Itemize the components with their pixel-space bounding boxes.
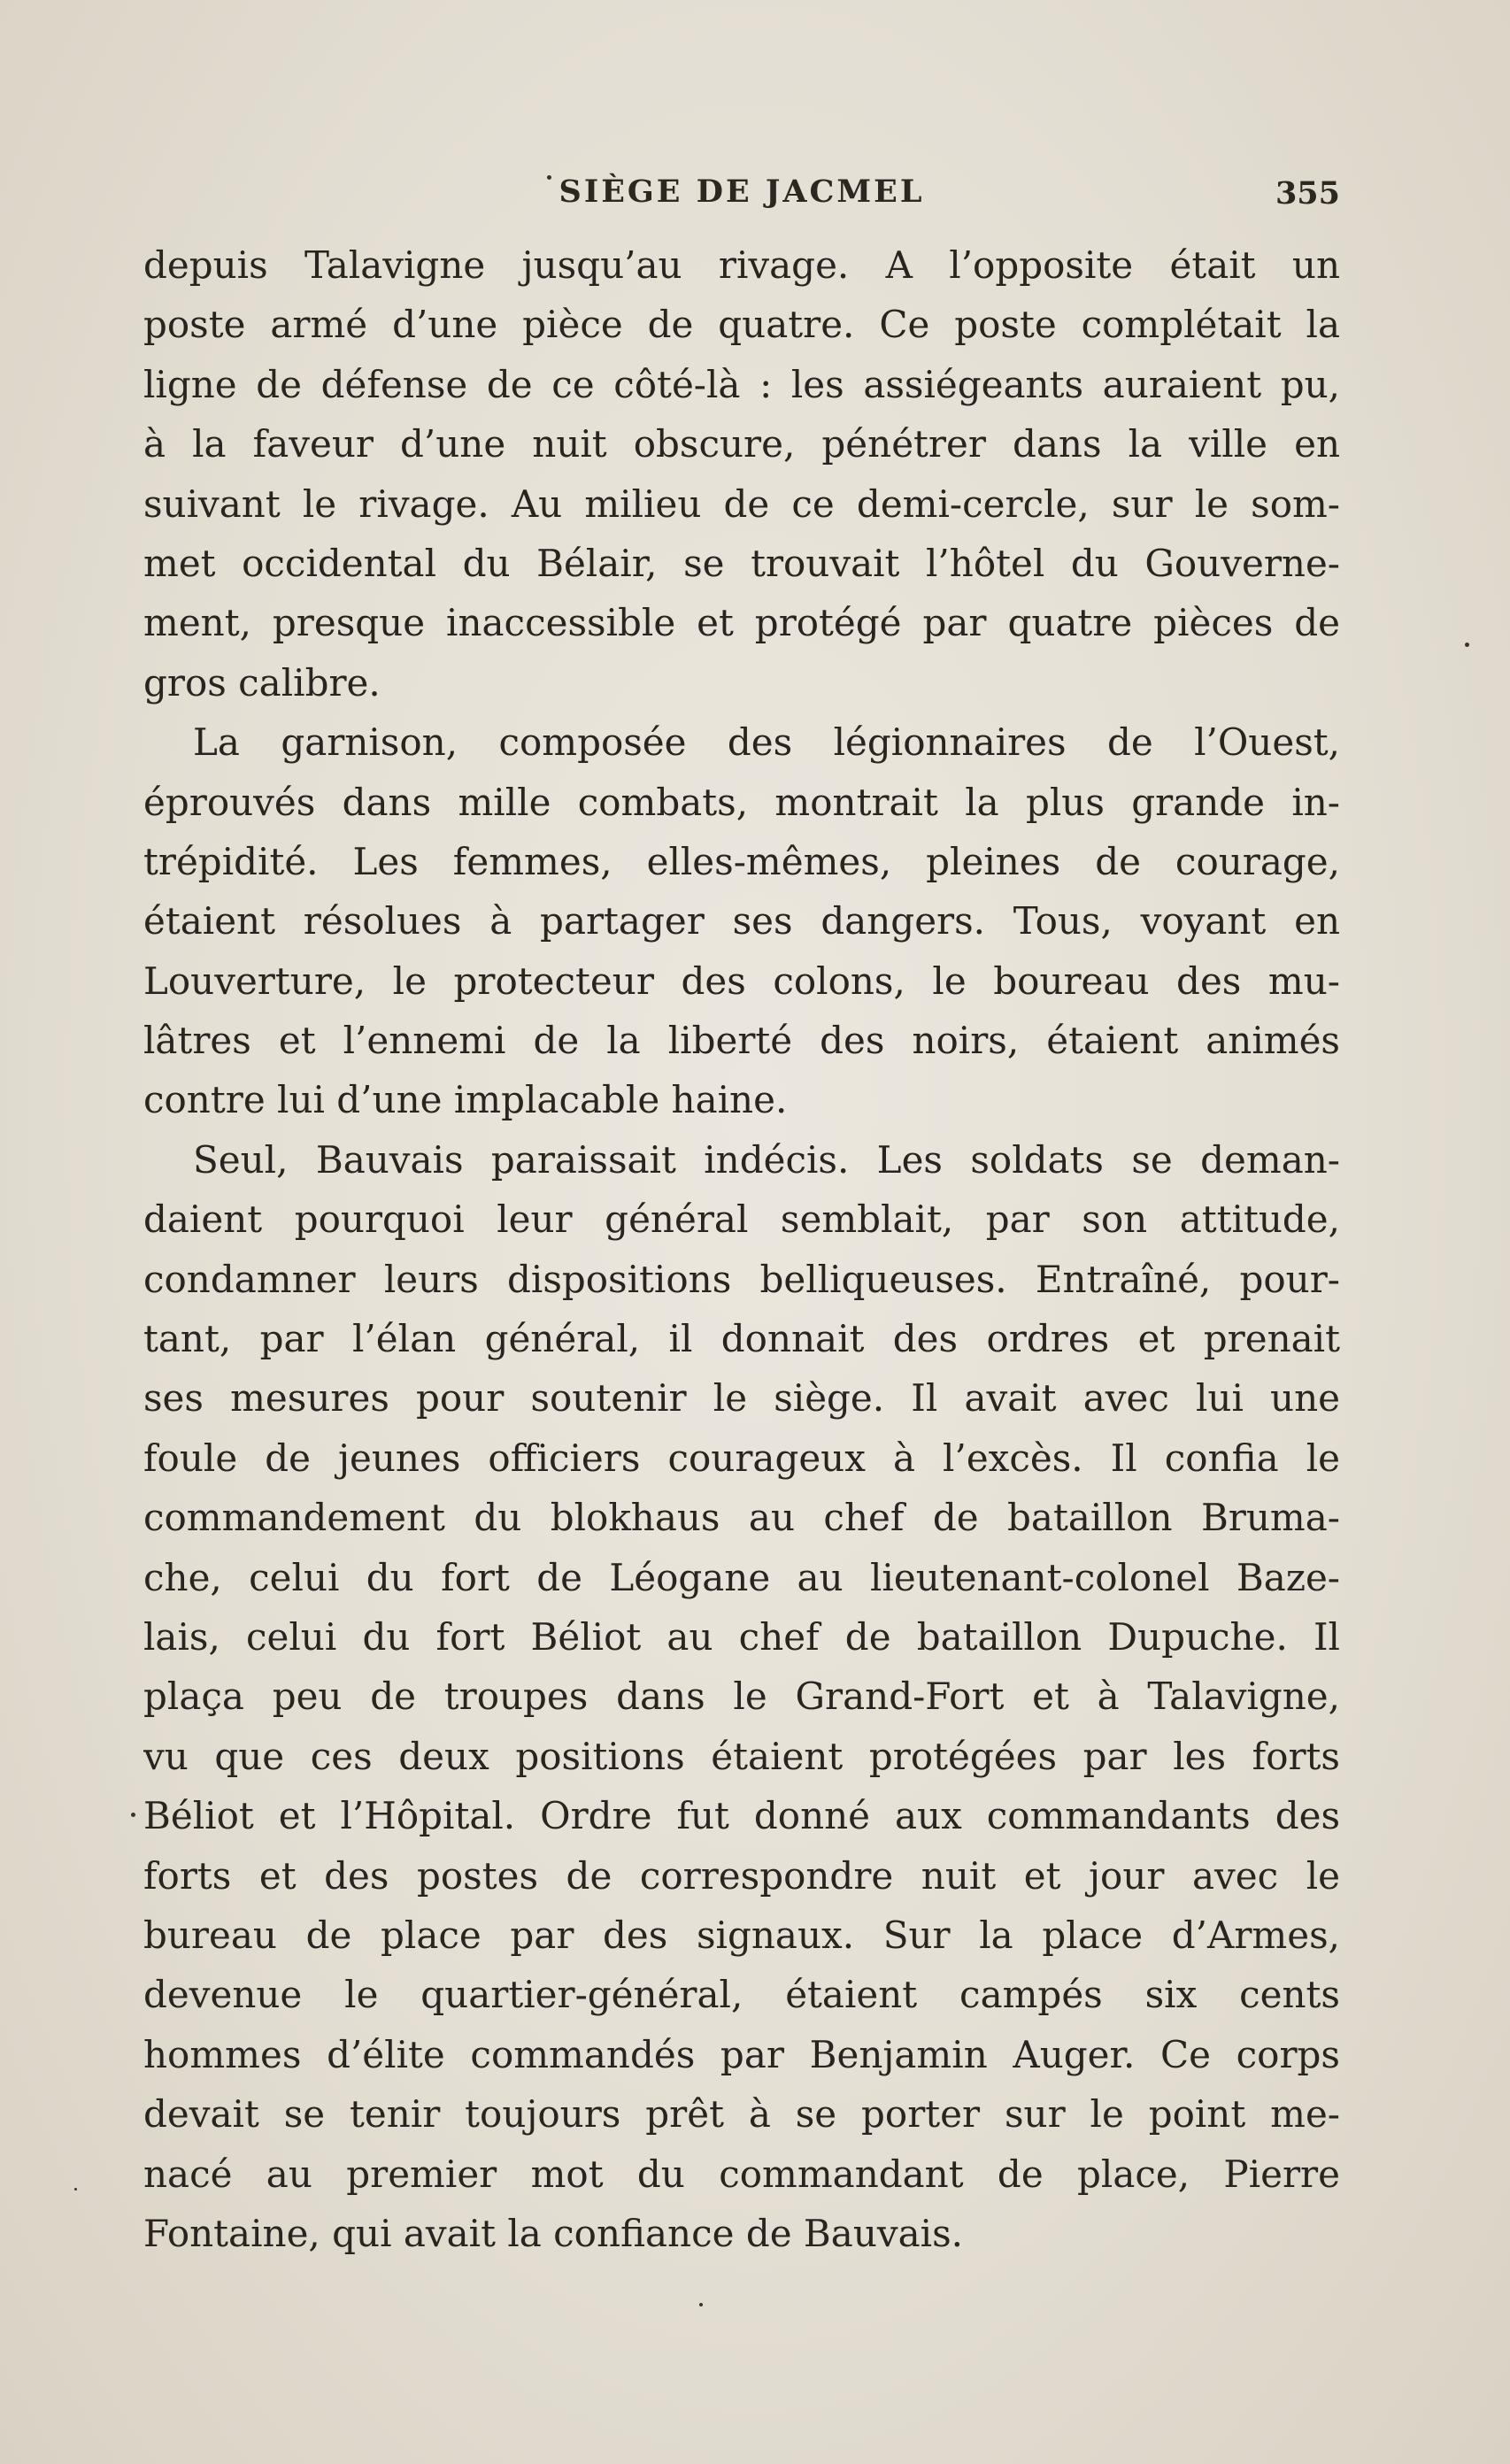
text-line: à la faveur d’une nuit obscure, pénétrer dans la ville en [143, 422, 1340, 466]
text-line: daient pourquoi leur général semblait, par son attitude, [143, 1197, 1340, 1242]
text-line: Béliot et l’Hôpital. Ordre fut donné aux commandants des [143, 1794, 1340, 1838]
page-number: 355 [1275, 175, 1340, 212]
text-line: poste armé d’une pièce de quatre. Ce poste complétait la [143, 303, 1340, 347]
text-line: étaient résolues à partager ses dangers. Tous, voyant en [143, 899, 1340, 943]
text-line: tant, par l’élan général, il donnait des ordres et prenait [143, 1317, 1340, 1361]
text-line: hommes d’élite commandés par Benjamin Auger. Ce corps [143, 2032, 1340, 2076]
text-line: condamner leurs dispositions belliqueuses. Entraîné, pour- [143, 1257, 1340, 1301]
text-line: devait se tenir toujours prêt à se porter sur le point me- [143, 2092, 1340, 2137]
text-line: ment, presque inaccessible et protégé par quatre pièces de [143, 601, 1340, 645]
text-line: gros calibre. [143, 660, 381, 705]
text-line: lais, celui du fort Béliot au chef de bataillon Dupuche. Il [143, 1614, 1340, 1659]
running-header [143, 173, 1340, 218]
text-line: bureau de place par des signaux. Sur la place d’Armes, [143, 1913, 1340, 1957]
text-line: trépidité. Les femmes, elles-mêmes, pleines de courage, [143, 839, 1340, 883]
text-line: Louverture, le protecteur des colons, le boureau des mu- [143, 959, 1340, 1003]
text-line: suivant le rivage. Au milieu de ce demi-cercle, sur le som- [143, 481, 1340, 526]
text-line: ligne de défense de ce côté-là : les assiégeants auraient pu, [143, 362, 1340, 406]
text-line: contre lui d’une implacable haine. [143, 1078, 788, 1122]
paragraph-start-line: Seul, Bauvais paraissait indécis. Les soldats se deman- [193, 1137, 1340, 1182]
text-line: depuis Talavigne jusqu’au rivage. A l’opposite était un [143, 243, 1340, 287]
text-line: vu que ces deux positions étaient protégées par les forts [143, 1734, 1340, 1778]
text-line: foule de jeunes officiers courageux à l’excès. Il confia le [143, 1436, 1340, 1480]
paper-speck [74, 2188, 77, 2191]
paper-speck [547, 175, 551, 180]
text-line: met occidental du Bélair, se trouvait l’hôtel du Gouverne- [143, 541, 1340, 585]
text-line: lâtres et l’ennemi de la liberté des noirs, étaient animés [143, 1019, 1340, 1063]
paper-speck [699, 2303, 703, 2306]
text-line: forts et des postes de correspondre nuit et jour avec le [143, 1853, 1340, 1898]
body-text [143, 235, 1340, 2263]
text-line: Fontaine, qui avait la confiance de Bauvais. [143, 2211, 963, 2255]
text-line: nacé au premier mot du commandant de place, Pierre [143, 2152, 1340, 2196]
text-line: devenue le quartier-général, étaient campés six cents [143, 1973, 1340, 2017]
text-line: che, celui du fort de Léogane au lieutenant-colonel Baze- [143, 1555, 1340, 1599]
text-line: plaça peu de troupes dans le Grand-Fort et à Talavigne, [143, 1675, 1340, 1719]
text-line: éprouvés dans mille combats, montrait la plus grande in- [143, 780, 1340, 824]
paragraph-start-line: La garnison, composée des légionnaires de l’Ouest, [193, 720, 1340, 765]
text-line: commandement du blokhaus au chef de bataillon Bruma- [143, 1496, 1340, 1540]
paper-speck [131, 1813, 135, 1817]
text-line: ses mesures pour soutenir le siège. Il avait avec lui une [143, 1376, 1340, 1421]
paper-speck [1465, 643, 1469, 647]
running-title: SIÈGE DE JACMEL [559, 173, 925, 210]
